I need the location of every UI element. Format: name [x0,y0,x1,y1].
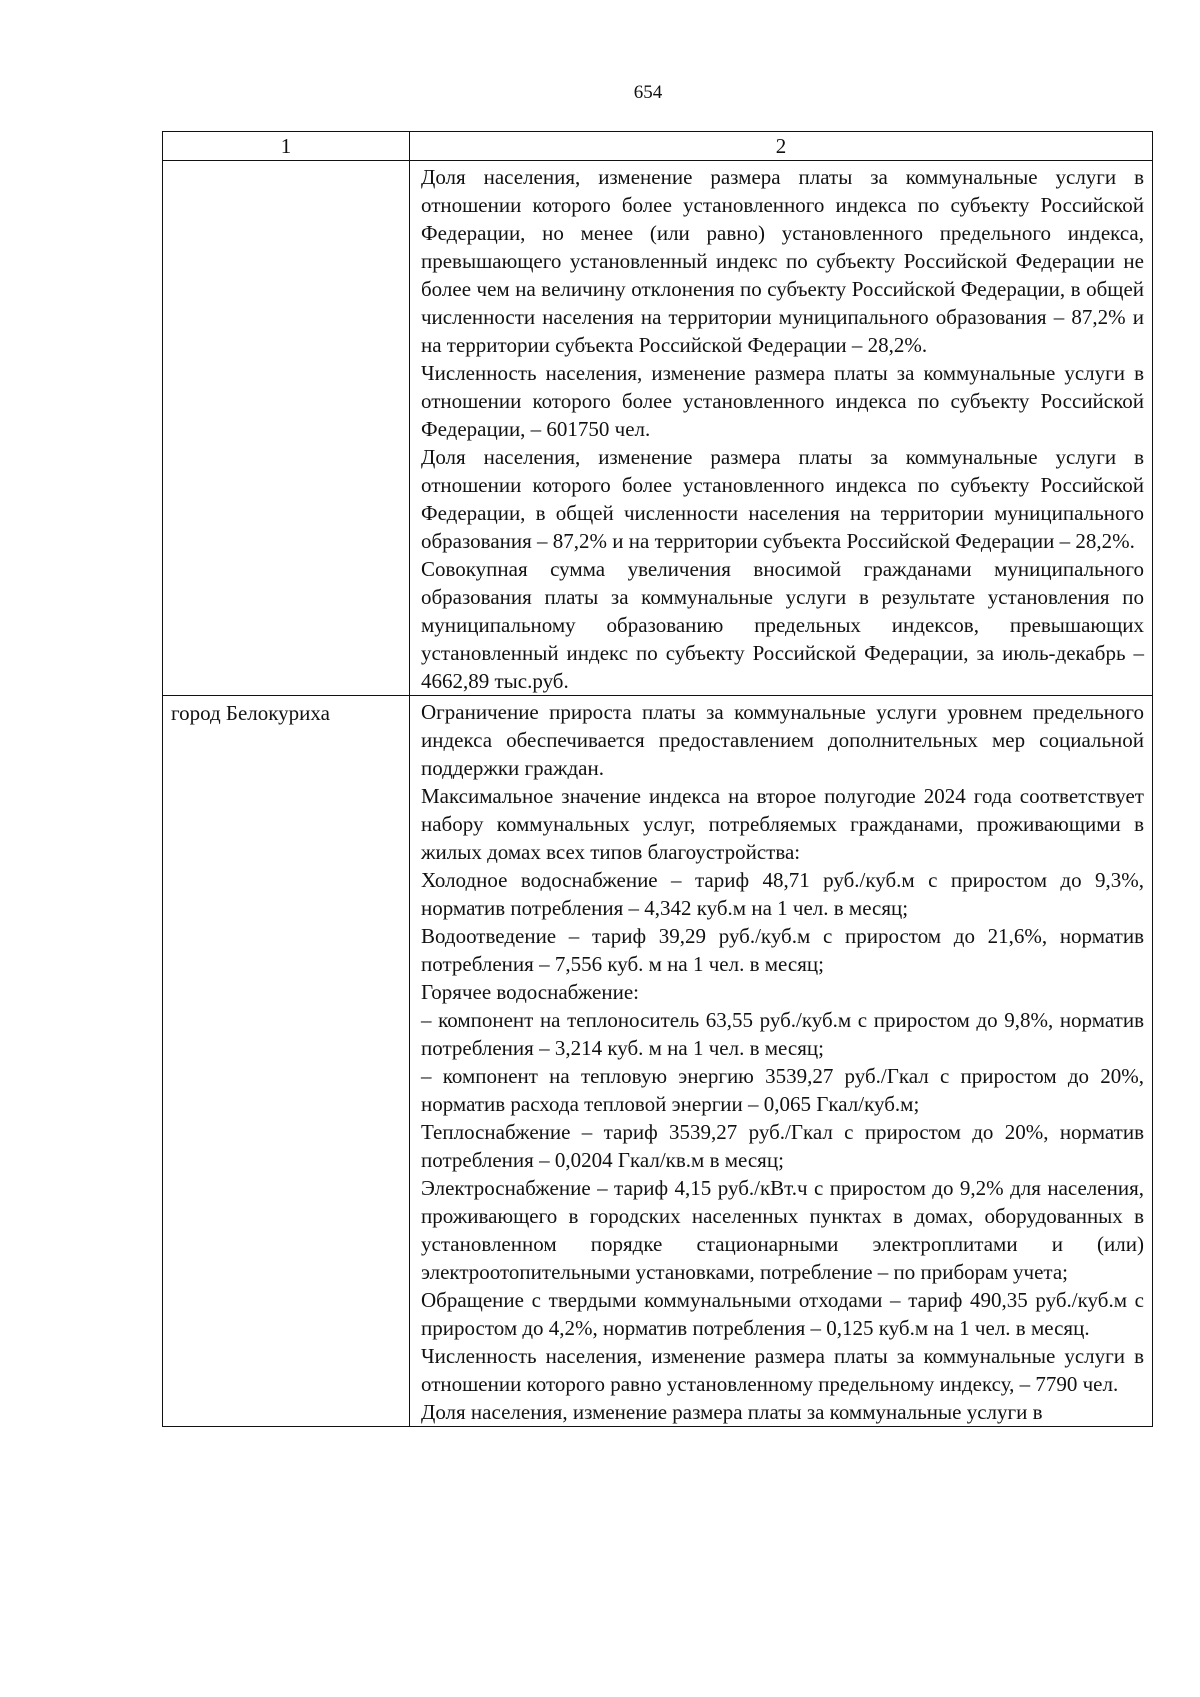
column-header-1: 1 [163,132,410,161]
paragraph: Максимальное значение индекса на второе полугодие 2024 года соответствует набору коммунальных услуг, потребляемых гражданами, проживающими в жилых домах всех типов благоустройства: [421,784,1144,864]
paragraph: Теплоснабжение – тариф 3539,27 руб./Гкал с приростом до 20%, норматив потребления – 0,0204 Гкал/кв.м в месяц; [421,1120,1144,1172]
table-header-row [163,132,1153,161]
municipality-cell [163,161,410,696]
description-cell [410,161,1153,696]
table-row [163,696,1153,1427]
paragraph: Ограничение прироста платы за коммунальные услуги уровнем предельного индекса обеспечивается предоставлением дополнительных мер социальной поддержки граждан. [421,700,1144,780]
paragraph: – компонент на тепловую энергию 3539,27 руб./Гкал с приростом до 20%, норматив расхода тепловой энергии – 0,065 Гкал/куб.м; [421,1064,1144,1116]
paragraph: Водоотведение – тариф 39,29 руб./куб.м с приростом до 21,6%, норматив потребления – 7,556 куб. м на 1 чел. в месяц; [421,924,1144,976]
paragraph: Доля населения, изменение размера платы за коммунальные услуги в отношении которого более установленного индекса по субъекту Российской Федерации, в общей численности населения на территории муниципального образования – 87,2% и на территории субъекта Российской Федерации – 28,2%. [421,445,1144,553]
paragraph: – компонент на теплоноситель 63,55 руб./куб.м с приростом до 9,8%, норматив потребления – 3,214 куб. м на 1 чел. в месяц; [421,1008,1144,1060]
page-number: 654 [633,82,663,103]
paragraph: Доля населения, изменение размера платы за коммунальные услуги в [421,1400,1043,1424]
paragraph: Доля населения, изменение размера платы за коммунальные услуги в отношении которого более установленного индекса по субъекту Российской Федерации, но менее (или равно) установленного предельного индекса, превышающего установленный индекс по субъекту Российской Федерации не более чем на величину отклонения по субъекту Российской Федерации, в общей численности населения на территории муниципального образования – 87,2% и на территории субъекта Российской Федерации – 28,2%. [421,165,1144,357]
column-header-2: 2 [410,132,1153,161]
paragraph: Горячее водоснабжение: [421,980,640,1004]
paragraph: Обращение с твердыми коммунальными отходами – тариф 490,35 руб./куб.м с приростом до 4,2%, норматив потребления – 0,125 куб.м на 1 чел. в месяц. [421,1288,1144,1340]
table-row [163,161,1153,696]
document-table [162,131,1153,1427]
municipality-cell: город Белокуриха [163,696,410,1427]
paragraph: Электроснабжение – тариф 4,15 руб./кВт.ч с приростом до 9,2% для населения, проживающего в городских населенных пунктах в домах, оборудованных в установленном порядке стационарными электроплитами и (или) электроотопительными установками, потребление – по приборам учета; [421,1176,1144,1284]
paragraph: Холодное водоснабжение – тариф 48,71 руб./куб.м с приростом до 9,3%, норматив потребления – 4,342 куб.м на 1 чел. в месяц; [421,868,1144,920]
paragraph: Численность населения, изменение размера платы за коммунальные услуги в отношении которого более установленного индекса по субъекту Российской Федерации, – 601750 чел. [421,361,1144,441]
paragraph: Численность населения, изменение размера платы за коммунальные услуги в отношении которого равно установленному предельному индексу, – 7790 чел. [421,1344,1144,1396]
paragraph: Совокупная сумма увеличения вносимой гражданами муниципального образования платы за коммунальные услуги в результате установления по муниципальному образованию предельных индексов, превышающих установленный индекс по субъекту Российской Федерации, за июль-декабрь – 4662,89 тыс.руб. [421,557,1144,693]
description-cell [410,696,1153,1427]
